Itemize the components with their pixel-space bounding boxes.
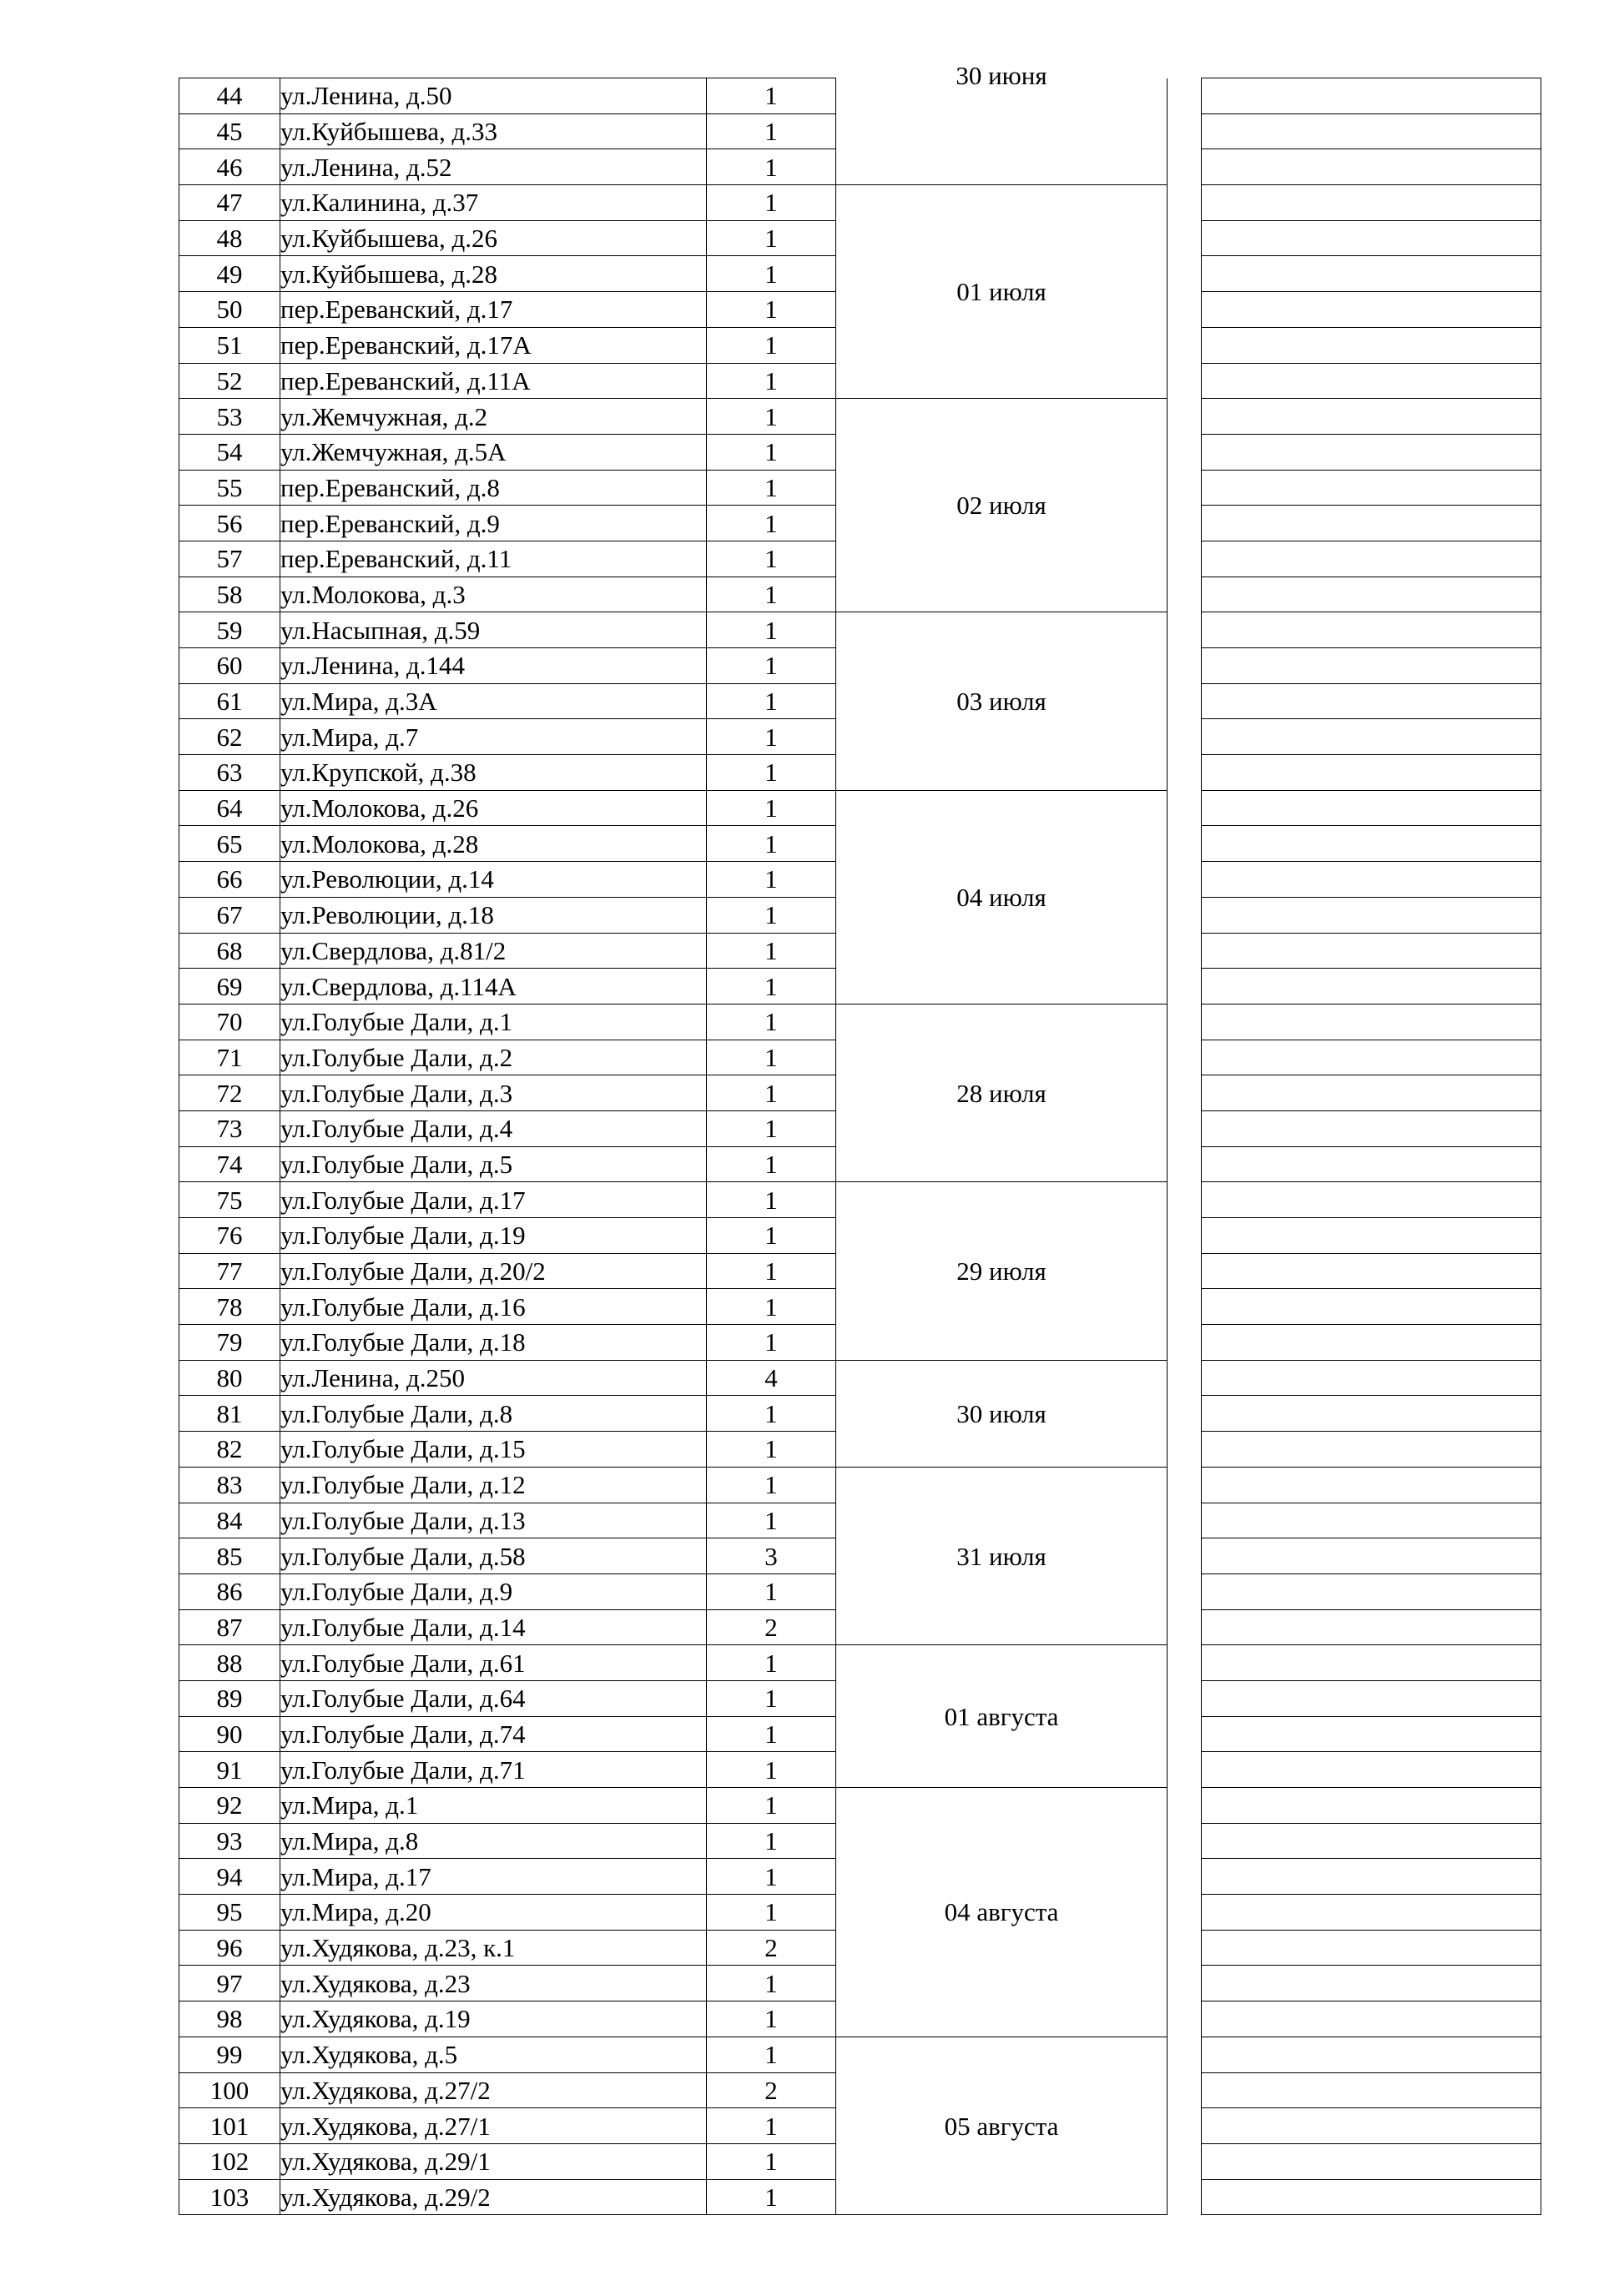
row-address: ул.Худякова, д.5 — [280, 2037, 707, 2072]
row-address: ул.Голубые Дали, д.74 — [280, 1716, 707, 1752]
row-number: 54 — [179, 434, 280, 470]
row-quantity: 1 — [707, 1503, 836, 1538]
column-gap — [1168, 790, 1202, 1004]
row-quantity: 1 — [707, 612, 836, 648]
row-address: ул.Голубые Дали, д.9 — [280, 1573, 707, 1609]
row-number: 88 — [179, 1645, 280, 1681]
row-note-cell — [1202, 1289, 1541, 1325]
row-note-cell — [1202, 434, 1541, 470]
table-row — [179, 1645, 1541, 1681]
row-note-cell — [1202, 2143, 1541, 2179]
table-row — [179, 1360, 1541, 1396]
row-quantity: 1 — [707, 2143, 836, 2179]
column-gap — [1168, 1467, 1202, 1644]
row-quantity: 1 — [707, 1396, 836, 1432]
row-note-cell — [1202, 1609, 1541, 1645]
row-number: 78 — [179, 1289, 280, 1325]
row-quantity: 1 — [707, 1966, 836, 2001]
row-number: 52 — [179, 363, 280, 399]
row-note-cell — [1202, 1859, 1541, 1895]
table-row — [179, 790, 1541, 826]
row-quantity: 1 — [707, 185, 836, 221]
row-address: ул.Мира, д.17 — [280, 1859, 707, 1895]
row-address: ул.Голубые Дали, д.13 — [280, 1503, 707, 1538]
column-gap — [1168, 1788, 1202, 2037]
row-quantity: 1 — [707, 541, 836, 577]
row-number: 51 — [179, 327, 280, 363]
row-number: 72 — [179, 1075, 280, 1111]
schedule-table-body — [179, 60, 1541, 2215]
row-address: ул.Насыпная, д.59 — [280, 612, 707, 648]
row-quantity: 1 — [707, 1645, 836, 1681]
row-quantity: 2 — [707, 1930, 836, 1966]
row-address: ул.Мира, д.20 — [280, 1895, 707, 1931]
row-address: ул.Свердлова, д.114А — [280, 969, 707, 1004]
row-address: ул.Жемчужная, д.2 — [280, 399, 707, 435]
row-address: ул.Революции, д.14 — [280, 862, 707, 898]
row-address: ул.Ленина, д.250 — [280, 1360, 707, 1396]
table-row — [179, 399, 1541, 435]
table-row — [179, 1788, 1541, 1824]
row-note-cell — [1202, 327, 1541, 363]
row-number: 62 — [179, 719, 280, 755]
row-number: 44 — [179, 78, 280, 114]
date-label: 03 июля — [956, 687, 1047, 717]
row-address: ул.Крупской, д.38 — [280, 755, 707, 791]
row-address: ул.Мира, д.8 — [280, 1823, 707, 1859]
row-quantity: 1 — [707, 648, 836, 684]
row-note-cell — [1202, 1645, 1541, 1681]
row-number: 65 — [179, 826, 280, 862]
row-address: ул.Революции, д.18 — [280, 897, 707, 933]
row-number: 70 — [179, 1004, 280, 1040]
row-number: 57 — [179, 541, 280, 577]
row-address: ул.Молокова, д.28 — [280, 826, 707, 862]
row-note-cell — [1202, 2001, 1541, 2037]
table-row — [179, 1004, 1541, 1040]
row-address: ул.Молокова, д.26 — [280, 790, 707, 826]
row-note-cell — [1202, 2072, 1541, 2108]
row-quantity: 1 — [707, 1823, 836, 1859]
row-number: 96 — [179, 1930, 280, 1966]
row-note-cell — [1202, 1930, 1541, 1966]
row-note-cell — [1202, 1788, 1541, 1824]
row-quantity: 1 — [707, 683, 836, 719]
row-note-cell — [1202, 612, 1541, 648]
date-group-cell — [836, 1645, 1168, 1788]
row-quantity: 1 — [707, 1788, 836, 1824]
row-address: ул.Голубые Дали, д.19 — [280, 1218, 707, 1254]
date-label: 04 июля — [956, 882, 1047, 912]
row-number: 89 — [179, 1680, 280, 1716]
row-address: ул.Худякова, д.23, к.1 — [280, 1930, 707, 1966]
row-note-cell — [1202, 1110, 1541, 1146]
row-note-cell — [1202, 1538, 1541, 1574]
row-quantity: 1 — [707, 1253, 836, 1289]
row-address: пер.Ереванский, д.9 — [280, 506, 707, 541]
row-address: ул.Худякова, д.27/2 — [280, 2072, 707, 2108]
row-address: ул.Голубые Дали, д.17 — [280, 1182, 707, 1218]
row-note-cell — [1202, 363, 1541, 399]
row-number: 74 — [179, 1146, 280, 1182]
row-note-cell — [1202, 2108, 1541, 2144]
row-note-cell — [1202, 1680, 1541, 1716]
row-note-cell — [1202, 1573, 1541, 1609]
row-note-cell — [1202, 2179, 1541, 2215]
date-label: 30 июля — [956, 1398, 1047, 1428]
row-note-cell — [1202, 1360, 1541, 1396]
row-address: ул.Голубые Дали, д.20/2 — [280, 1253, 707, 1289]
row-quantity: 2 — [707, 2072, 836, 2108]
row-quantity: 1 — [707, 933, 836, 969]
row-quantity: 1 — [707, 1146, 836, 1182]
row-quantity: 1 — [707, 2108, 836, 2144]
row-note-cell — [1202, 1895, 1541, 1931]
row-address: ул.Голубые Дали, д.16 — [280, 1289, 707, 1325]
row-quantity: 1 — [707, 719, 836, 755]
row-note-cell — [1202, 969, 1541, 1004]
row-note-cell — [1202, 506, 1541, 541]
row-address: ул.Ленина, д.50 — [280, 78, 707, 114]
row-quantity: 1 — [707, 2179, 836, 2215]
column-gap — [1168, 1182, 1202, 1360]
row-quantity: 1 — [707, 220, 836, 256]
row-note-cell — [1202, 113, 1541, 149]
row-note-cell — [1202, 541, 1541, 577]
row-quantity: 1 — [707, 399, 836, 435]
row-address: ул.Голубые Дали, д.14 — [280, 1609, 707, 1645]
date-group-cell — [836, 790, 1168, 1004]
row-number: 58 — [179, 577, 280, 612]
row-note-cell — [1202, 470, 1541, 506]
row-number: 79 — [179, 1325, 280, 1361]
row-address: ул.Худякова, д.29/2 — [280, 2179, 707, 2215]
row-note-cell — [1202, 755, 1541, 791]
column-gap — [1168, 1360, 1202, 1467]
row-number: 95 — [179, 1895, 280, 1931]
row-number: 87 — [179, 1609, 280, 1645]
row-number: 80 — [179, 1360, 280, 1396]
row-number: 50 — [179, 292, 280, 328]
row-note-cell — [1202, 719, 1541, 755]
row-note-cell — [1202, 933, 1541, 969]
row-number: 81 — [179, 1396, 280, 1432]
row-note-cell — [1202, 78, 1541, 114]
row-quantity: 1 — [707, 1218, 836, 1254]
row-number: 75 — [179, 1182, 280, 1218]
column-gap — [1168, 612, 1202, 790]
row-number: 60 — [179, 648, 280, 684]
row-number: 85 — [179, 1538, 280, 1574]
row-number: 93 — [179, 1823, 280, 1859]
row-address: ул.Худякова, д.19 — [280, 2001, 707, 2037]
row-number: 66 — [179, 862, 280, 898]
row-quantity: 1 — [707, 1752, 836, 1788]
row-number: 97 — [179, 1966, 280, 2001]
date-label: 28 июля — [956, 1078, 1047, 1108]
date-group-cell — [836, 399, 1168, 612]
row-number: 102 — [179, 2143, 280, 2179]
date-label: 01 июля — [956, 277, 1047, 307]
row-address: ул.Мира, д.7 — [280, 719, 707, 755]
row-address: ул.Голубые Дали, д.64 — [280, 1680, 707, 1716]
date-label: 04 августа — [944, 1897, 1059, 1927]
date-label: 01 августа — [944, 1701, 1059, 1731]
row-note-cell — [1202, 1396, 1541, 1432]
row-quantity: 1 — [707, 506, 836, 541]
row-quantity: 3 — [707, 1538, 836, 1574]
row-address: ул.Голубые Дали, д.58 — [280, 1538, 707, 1574]
row-quantity: 1 — [707, 149, 836, 185]
row-note-cell — [1202, 1752, 1541, 1788]
row-note-cell — [1202, 1218, 1541, 1254]
row-quantity: 1 — [707, 826, 836, 862]
row-quantity: 1 — [707, 1432, 836, 1468]
row-quantity: 1 — [707, 1895, 836, 1931]
row-address: ул.Голубые Дали, д.1 — [280, 1004, 707, 1040]
row-address: ул.Голубые Дали, д.4 — [280, 1110, 707, 1146]
row-number: 59 — [179, 612, 280, 648]
table-row — [179, 1182, 1541, 1218]
schedule-table — [179, 60, 1541, 2215]
row-note-cell — [1202, 897, 1541, 933]
row-address: ул.Голубые Дали, д.5 — [280, 1146, 707, 1182]
row-note-cell — [1202, 1716, 1541, 1752]
row-note-cell — [1202, 826, 1541, 862]
row-number: 55 — [179, 470, 280, 506]
row-address: ул.Худякова, д.29/1 — [280, 2143, 707, 2179]
row-number: 67 — [179, 897, 280, 933]
row-address: ул.Калинина, д.37 — [280, 185, 707, 221]
row-address: ул.Мира, д.3А — [280, 683, 707, 719]
row-number: 47 — [179, 185, 280, 221]
row-address: ул.Ленина, д.52 — [280, 149, 707, 185]
date-group-cell — [836, 1360, 1168, 1467]
row-quantity: 1 — [707, 256, 836, 292]
row-quantity: 1 — [707, 1859, 836, 1895]
row-quantity: 1 — [707, 1004, 836, 1040]
row-note-cell — [1202, 1467, 1541, 1503]
row-note-cell — [1202, 1040, 1541, 1075]
table-row — [179, 612, 1541, 648]
row-quantity: 1 — [707, 862, 836, 898]
row-address: ул.Куйбышева, д.28 — [280, 256, 707, 292]
row-address: ул.Голубые Дали, д.12 — [280, 1467, 707, 1503]
row-address: ул.Куйбышева, д.33 — [280, 113, 707, 149]
date-label: 29 июля — [956, 1256, 1047, 1286]
column-gap — [1168, 185, 1202, 399]
row-number: 48 — [179, 220, 280, 256]
row-note-cell — [1202, 1432, 1541, 1468]
row-quantity: 1 — [707, 969, 836, 1004]
row-number: 45 — [179, 113, 280, 149]
row-number: 91 — [179, 1752, 280, 1788]
row-quantity: 4 — [707, 1360, 836, 1396]
row-number: 61 — [179, 683, 280, 719]
row-note-cell — [1202, 292, 1541, 328]
column-gap — [1168, 1004, 1202, 1181]
row-quantity: 1 — [707, 897, 836, 933]
row-quantity: 1 — [707, 1182, 836, 1218]
row-note-cell — [1202, 1823, 1541, 1859]
row-number: 86 — [179, 1573, 280, 1609]
date-label: 02 июля — [956, 491, 1047, 521]
date-group-cell — [836, 2037, 1168, 2214]
row-address: ул.Голубые Дали, д.3 — [280, 1075, 707, 1111]
row-address: ул.Ленина, д.144 — [280, 648, 707, 684]
date-group-cell — [836, 1467, 1168, 1644]
row-note-cell — [1202, 399, 1541, 435]
row-address: ул.Голубые Дали, д.61 — [280, 1645, 707, 1681]
row-quantity: 1 — [707, 755, 836, 791]
row-quantity: 1 — [707, 470, 836, 506]
row-quantity: 1 — [707, 1325, 836, 1361]
row-number: 98 — [179, 2001, 280, 2037]
row-note-cell — [1202, 862, 1541, 898]
row-address: пер.Ереванский, д.17А — [280, 327, 707, 363]
row-number: 56 — [179, 506, 280, 541]
row-number: 71 — [179, 1040, 280, 1075]
row-quantity: 1 — [707, 1467, 836, 1503]
row-number: 100 — [179, 2072, 280, 2108]
row-note-cell — [1202, 1146, 1541, 1182]
row-address: ул.Голубые Дали, д.18 — [280, 1325, 707, 1361]
row-note-cell — [1202, 790, 1541, 826]
row-address: пер.Ереванский, д.11А — [280, 363, 707, 399]
row-address: ул.Молокова, д.3 — [280, 577, 707, 612]
row-quantity: 1 — [707, 113, 836, 149]
row-address: ул.Мира, д.1 — [280, 1788, 707, 1824]
row-note-cell — [1202, 648, 1541, 684]
row-quantity: 2 — [707, 1609, 836, 1645]
column-gap — [1168, 399, 1202, 612]
row-address: пер.Ереванский, д.8 — [280, 470, 707, 506]
row-number: 46 — [179, 149, 280, 185]
row-quantity: 1 — [707, 1075, 836, 1111]
row-number: 53 — [179, 399, 280, 435]
row-quantity: 1 — [707, 790, 836, 826]
row-note-cell — [1202, 1966, 1541, 2001]
date-label: 05 августа — [944, 2111, 1059, 2141]
row-number: 94 — [179, 1859, 280, 1895]
row-note-cell — [1202, 683, 1541, 719]
row-address: ул.Худякова, д.23 — [280, 1966, 707, 2001]
row-note-cell — [1202, 1325, 1541, 1361]
row-note-cell — [1202, 2037, 1541, 2072]
date-group-cell — [836, 612, 1168, 790]
date-group-cell — [836, 1788, 1168, 2037]
row-quantity: 1 — [707, 1716, 836, 1752]
row-quantity: 1 — [707, 327, 836, 363]
row-note-cell — [1202, 220, 1541, 256]
column-gap — [1168, 78, 1202, 185]
row-quantity: 1 — [707, 1573, 836, 1609]
table-row — [179, 1467, 1541, 1503]
row-number: 83 — [179, 1467, 280, 1503]
row-number: 77 — [179, 1253, 280, 1289]
row-number: 69 — [179, 969, 280, 1004]
row-address: пер.Ереванский, д.17 — [280, 292, 707, 328]
date-label: 31 июля — [956, 1541, 1047, 1571]
row-number: 73 — [179, 1110, 280, 1146]
row-quantity: 1 — [707, 292, 836, 328]
row-note-cell — [1202, 1004, 1541, 1040]
date-label: 30 июня — [956, 60, 1047, 90]
column-gap — [1168, 1645, 1202, 1788]
row-number: 63 — [179, 755, 280, 791]
row-note-cell — [1202, 1075, 1541, 1111]
row-number: 49 — [179, 256, 280, 292]
row-number: 68 — [179, 933, 280, 969]
row-note-cell — [1202, 1503, 1541, 1538]
table-row — [179, 78, 1541, 114]
table-row — [179, 185, 1541, 221]
row-quantity: 1 — [707, 1680, 836, 1716]
row-note-cell — [1202, 149, 1541, 185]
table-row — [179, 2037, 1541, 2072]
column-gap — [1168, 2037, 1202, 2214]
row-number: 90 — [179, 1716, 280, 1752]
row-note-cell — [1202, 1253, 1541, 1289]
row-address: ул.Голубые Дали, д.8 — [280, 1396, 707, 1432]
row-note-cell — [1202, 256, 1541, 292]
row-quantity: 1 — [707, 363, 836, 399]
row-address: ул.Голубые Дали, д.71 — [280, 1752, 707, 1788]
row-quantity: 1 — [707, 1040, 836, 1075]
row-address: ул.Свердлова, д.81/2 — [280, 933, 707, 969]
date-group-cell — [836, 1004, 1168, 1181]
row-note-cell — [1202, 185, 1541, 221]
row-number: 84 — [179, 1503, 280, 1538]
row-number: 103 — [179, 2179, 280, 2215]
row-quantity: 1 — [707, 2001, 836, 2037]
row-note-cell — [1202, 577, 1541, 612]
date-group-cell — [836, 185, 1168, 399]
row-address: ул.Жемчужная, д.5А — [280, 434, 707, 470]
row-address: ул.Куйбышева, д.26 — [280, 220, 707, 256]
row-address: пер.Ереванский, д.11 — [280, 541, 707, 577]
row-quantity: 1 — [707, 78, 836, 114]
date-group-cell — [836, 1182, 1168, 1360]
row-address: ул.Худякова, д.27/1 — [280, 2108, 707, 2144]
row-address: ул.Голубые Дали, д.15 — [280, 1432, 707, 1468]
row-number: 76 — [179, 1218, 280, 1254]
row-quantity: 1 — [707, 577, 836, 612]
row-number: 92 — [179, 1788, 280, 1824]
row-quantity: 1 — [707, 434, 836, 470]
row-quantity: 1 — [707, 2037, 836, 2072]
row-number: 82 — [179, 1432, 280, 1468]
row-quantity: 1 — [707, 1289, 836, 1325]
row-number: 99 — [179, 2037, 280, 2072]
row-number: 101 — [179, 2108, 280, 2144]
row-note-cell — [1202, 1182, 1541, 1218]
date-group-cell — [836, 60, 1168, 185]
row-number: 64 — [179, 790, 280, 826]
row-quantity: 1 — [707, 1110, 836, 1146]
row-address: ул.Голубые Дали, д.2 — [280, 1040, 707, 1075]
